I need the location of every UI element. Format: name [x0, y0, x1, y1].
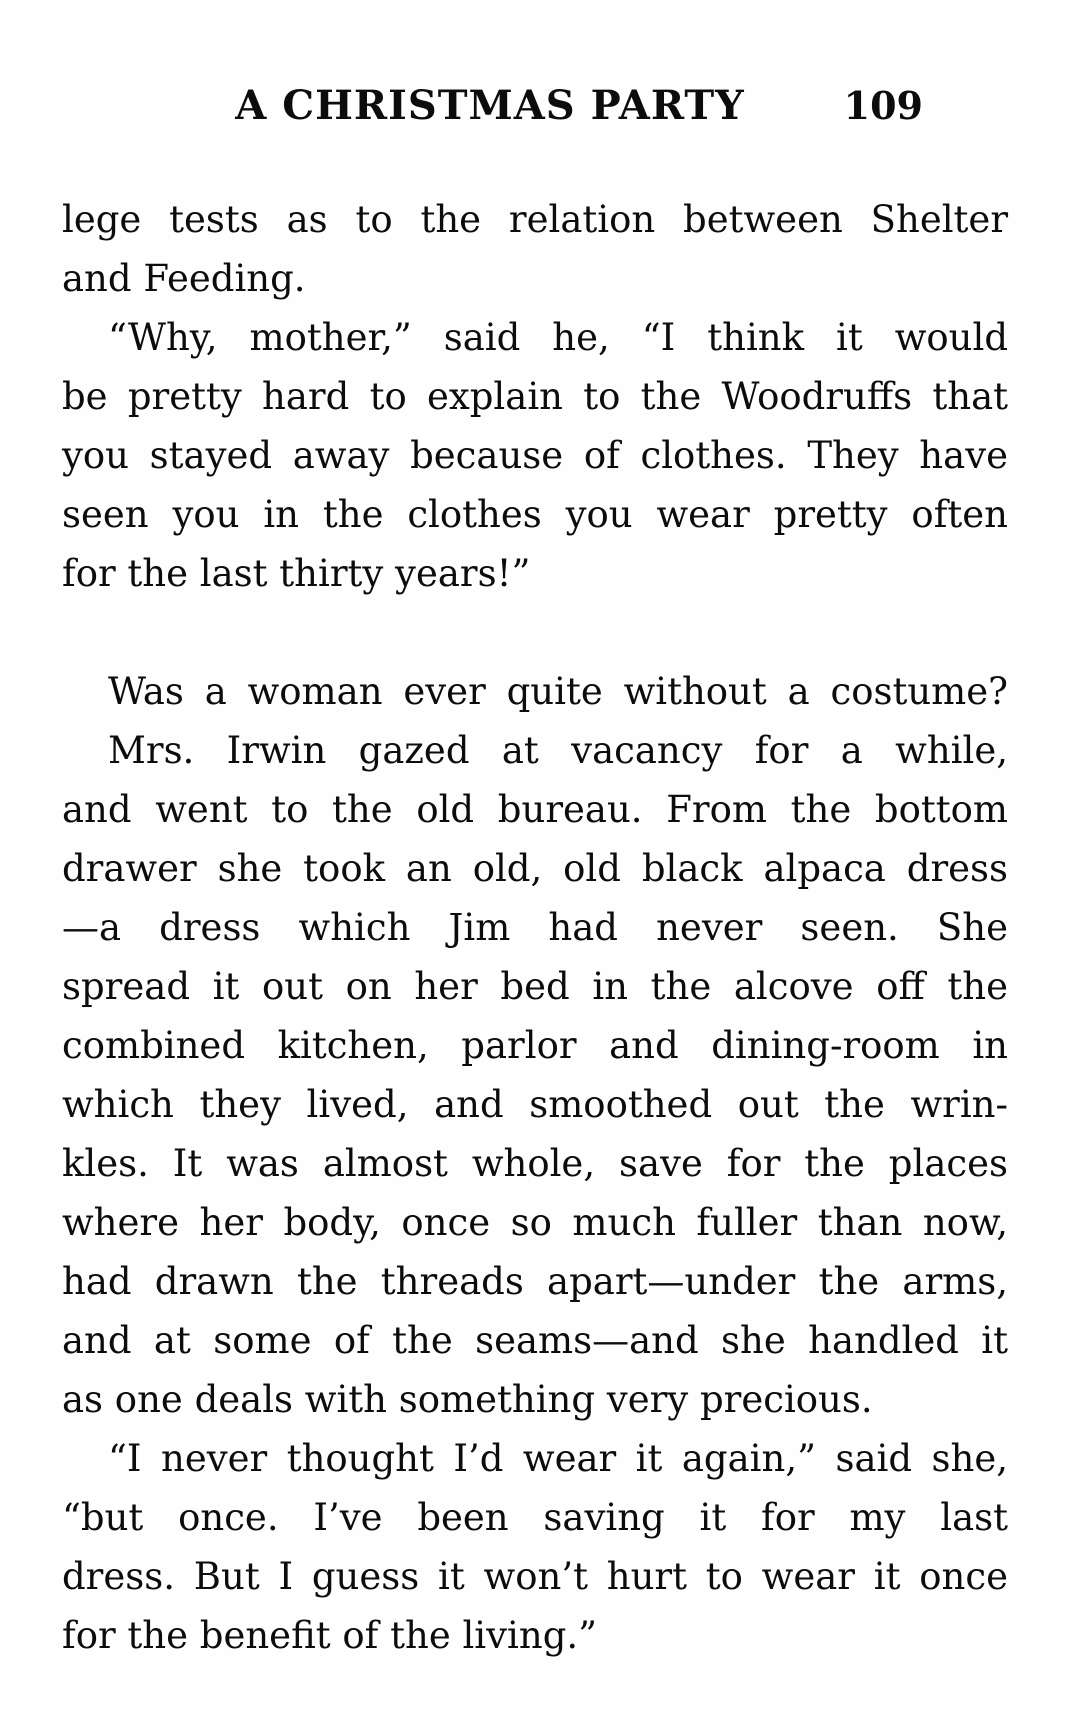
text-line: “Why, mother,” said he, “I think it would [108, 316, 1008, 359]
paragraph [62, 308, 1008, 603]
text-line: Mrs. Irwin gazed at vacancy for a while, [108, 729, 1008, 772]
paragraph [62, 662, 1008, 721]
text-line: “but once. I’ve been saving it for my last [62, 1496, 1008, 1539]
text-line: you stayed away because of clothes. They have [62, 434, 1008, 477]
text-line: lege tests as to the relation between Shelter [62, 198, 1008, 241]
paragraph [62, 190, 1008, 308]
text-line: “I never thought I’d wear it again,” said she, [108, 1437, 1008, 1480]
text-line: had drawn the threads apart—under the arms, [62, 1260, 1008, 1303]
text-line: spread it out on her bed in the alcove off the [62, 965, 1008, 1008]
text-line: and Feeding. [62, 257, 306, 300]
page-header [62, 82, 1008, 129]
text-line: and went to the old bureau. From the bottom [62, 788, 1008, 831]
paragraph [62, 1429, 1008, 1665]
text-line: which they lived, and smoothed out the wrin- [62, 1083, 1008, 1126]
text-line: Was a woman ever quite without a costume? [108, 670, 1008, 713]
text-line: seen you in the clothes you wear pretty often [62, 493, 1008, 536]
text-line: where her body, once so much fuller than now, [62, 1201, 1008, 1244]
text-line: dress. But I guess it won’t hurt to wear it once [62, 1555, 1008, 1598]
text-line: for the benefit of the living.” [62, 1614, 598, 1657]
text-column [62, 82, 1008, 1665]
text-line: for the last thirty years!” [62, 552, 531, 595]
text-line: as one deals with something very precious. [62, 1378, 873, 1421]
text-line: drawer she took an old, old black alpaca dress [62, 847, 1008, 890]
page-number: 109 [843, 83, 923, 128]
page-body [62, 190, 1008, 1665]
text-line: —a dress which Jim had never seen. She [62, 906, 1008, 949]
text-line: be pretty hard to explain to the Woodruffs that [62, 375, 1008, 418]
paragraph [62, 721, 1008, 1429]
text-line: kles. It was almost whole, save for the places [62, 1142, 1008, 1185]
text-line: combined kitchen, parlor and dining-room in [62, 1024, 1008, 1067]
text-line: and at some of the seams—and she handled it [62, 1319, 1008, 1362]
running-title: A CHRISTMAS PARTY [235, 82, 745, 129]
